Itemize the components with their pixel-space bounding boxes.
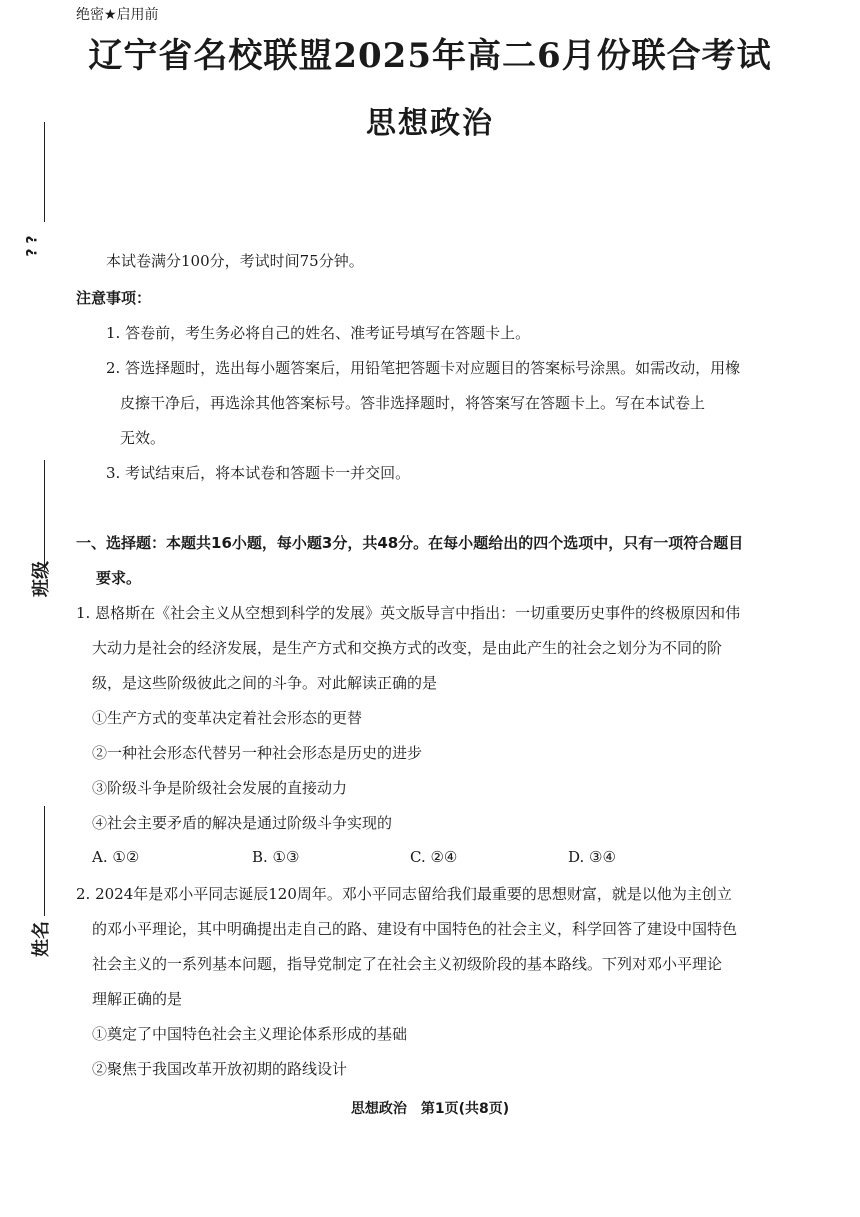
question-1-statement: ④社会主要矛盾的解决是通过阶级斗争实现的	[92, 814, 393, 832]
question-1-stem: 级，是这些阶级彼此之间的斗争。对此解读正确的是	[92, 674, 438, 692]
note-item: 3. 考试结束后，将本试卷和答题卡一并交回。	[106, 464, 411, 482]
note-item: 无效。	[120, 429, 166, 447]
notes-heading: 注意事项：	[76, 289, 152, 307]
page-footer: 思想政治 第1页(共8页)	[350, 1101, 510, 1117]
exam-intro: 本试卷满分100分，考试时间75分钟。	[106, 252, 364, 270]
question-2-stem: 理解正确的是	[92, 990, 183, 1008]
question-2-statement: ①奠定了中国特色社会主义理论体系形成的基础	[92, 1025, 408, 1043]
exam-title: 辽宁省名校联盟2025年高二6月份联合考试	[88, 36, 772, 76]
question-1-stem: 1. 恩格斯在《社会主义从空想到科学的发展》英文版导言中指出：一切重要历史事件的终极原因和伟	[76, 604, 741, 622]
question-1-stem: 大动力是社会的经济发展，是生产方式和交换方式的改变，是由此产生的社会之划分为不同的阶	[92, 639, 723, 657]
confidential-mark: 绝密★启用前	[76, 7, 159, 23]
note-item: 2. 答选择题时，选出每小题答案后，用铅笔把答题卡对应题目的答案标号涂黑。如需改动，用橡	[106, 359, 741, 377]
question-1-option-b: B. ①③	[252, 848, 300, 866]
subject-title: 思想政治	[366, 106, 494, 141]
question-2-stem: 社会主义的一系列基本问题，指导党制定了在社会主义初级阶段的基本路线。下列对邓小平理论	[92, 955, 723, 973]
question-1-option-d: D. ③④	[568, 848, 616, 866]
sidebar-mark-top: ? ?	[24, 235, 41, 257]
note-item: 皮擦干净后，再选涂其他答案标号。答非选择题时，将答案写在答题卡上。写在本试卷上	[120, 394, 706, 412]
section-heading-cont: 要求。	[96, 569, 142, 587]
question-1-statement: ③阶级斗争是阶级社会发展的直接动力	[92, 779, 348, 797]
question-1-option-a: A. ①②	[92, 848, 140, 866]
binding-line-class	[44, 460, 45, 570]
section-heading: 一、选择题：本题共16小题，每小题3分，共48分。在每小题给出的四个选项中，只有一项符合题目	[76, 534, 744, 552]
question-2-stem: 的邓小平理论，其中明确提出走自己的路、建设有中国特色的社会主义，科学回答了建设中国特色	[92, 920, 738, 938]
question-1-statement: ②一种社会形态代替另一种社会形态是历史的进步	[92, 744, 423, 762]
question-1-statement: ①生产方式的变革决定着社会形态的更替	[92, 709, 363, 727]
question-2-statement: ②聚焦于我国改革开放初期的路线设计	[92, 1060, 348, 1078]
binding-line-name	[44, 806, 45, 916]
question-2-stem: 2. 2024年是邓小平同志诞辰120周年。邓小平同志留给我们最重要的思想财富，就是以他为主创立	[76, 885, 732, 903]
note-item: 1. 答卷前，考生务必将自己的姓名、准考证号填写在答题卡上。	[106, 324, 531, 342]
question-1-option-c: C. ②④	[410, 848, 458, 866]
sidebar-label-class: 班级	[31, 561, 52, 597]
sidebar-label-name: 姓名	[31, 921, 52, 957]
